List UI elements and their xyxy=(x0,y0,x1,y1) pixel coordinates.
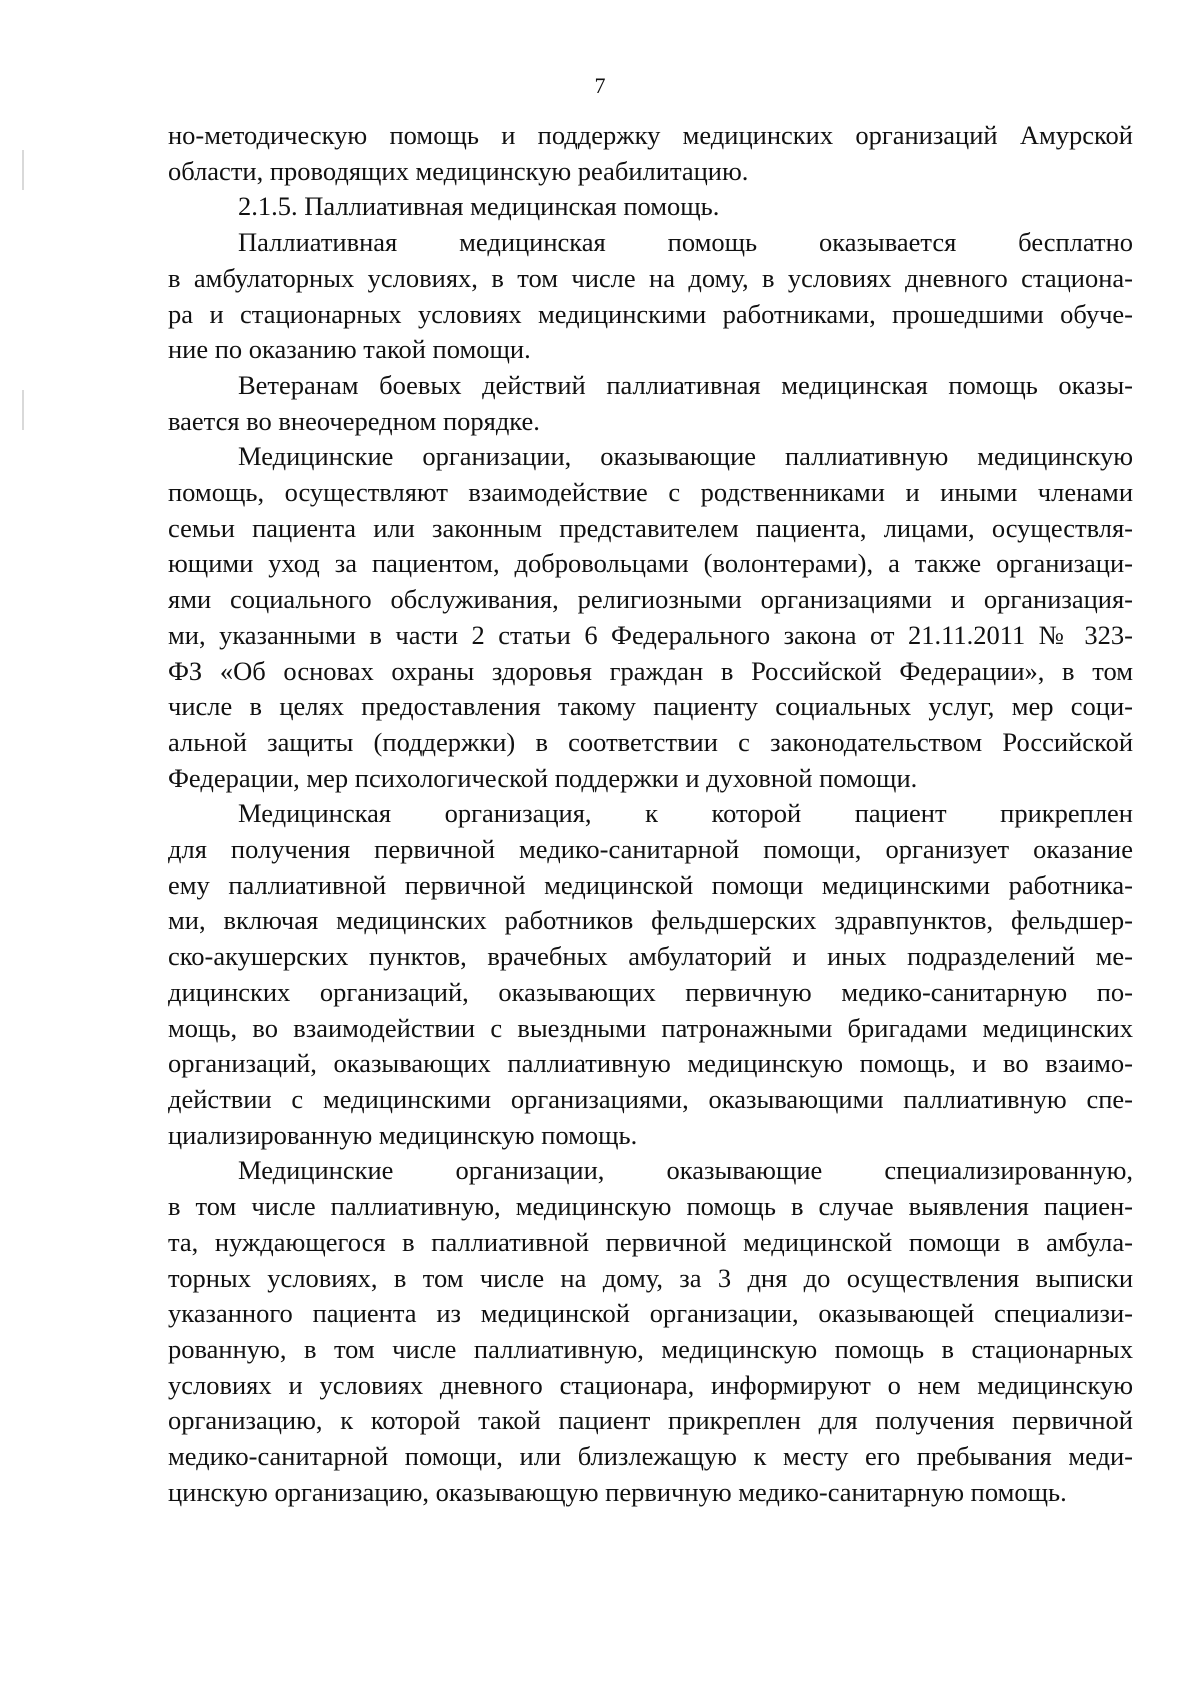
text-line: Ветеранам боевых действий паллиативная медицинская помощь оказы- xyxy=(238,369,1133,400)
text-line: ра и стационарных условиях медицинскими работниками, прошедшими обуче- xyxy=(168,298,1133,329)
text-line: для получения первичной медико-санитарной помощи, организует оказание xyxy=(168,834,1133,865)
text-line: рованную, в том числе паллиативную, медицинскую помощь в стационарных xyxy=(168,1333,1133,1364)
text-line: Паллиативная медицинская помощь оказывается бесплатно xyxy=(238,227,1133,258)
text-line: Медицинские организации, оказывающие специализированную, xyxy=(238,1155,1133,1186)
text-line: но-методическую помощь и поддержку медицинских организаций Амурской xyxy=(168,120,1133,150)
text-line: помощь, осуществляют взаимодействие с родственниками и иными членами xyxy=(168,477,1133,508)
text-line: ми, включая медицинских работников фельдшерских здравпунктов, фельдшер- xyxy=(168,905,1133,936)
text-line: Федерации, мер психологической поддержки и духовной помощи. xyxy=(168,762,918,793)
text-line: организацию, к которой такой пациент прикреплен для получения первичной xyxy=(168,1405,1133,1436)
text-line: Медицинские организации, оказывающие паллиативную медицинскую xyxy=(238,441,1133,472)
paragraph-p2 xyxy=(168,189,1133,225)
document-body xyxy=(168,118,1133,1510)
text-line: Медицинская организация, к которой пациент прикреплен xyxy=(238,798,1133,829)
text-line: вается во внеочередном порядке. xyxy=(168,405,540,436)
text-line: медико-санитарной помощи, или близлежащую к месту его пребывания меди- xyxy=(168,1441,1133,1472)
text-line: циализированную медицинскую помощь. xyxy=(168,1119,638,1150)
text-line: организаций, оказывающих паллиативную медицинскую помощь, и во взаимо- xyxy=(168,1048,1133,1079)
scan-edge-mark xyxy=(22,150,24,190)
text-line: в том числе паллиативную, медицинскую помощь в случае выявления пациен- xyxy=(168,1191,1133,1222)
text-line: ФЗ «Об основах охраны здоровья граждан в Российской Федерации», в том xyxy=(168,655,1133,686)
text-line: числе в целях предоставления такому пациенту социальных услуг, мер соци- xyxy=(168,691,1133,722)
text-line: семьи пациента или законным представителем пациента, лицами, осуществля- xyxy=(168,512,1133,543)
text-line: условиях и условиях дневного стационара, информируют о нем медицинскую xyxy=(168,1369,1133,1400)
page-number: 7 xyxy=(594,73,606,98)
paragraph-p7 xyxy=(168,1153,1133,1510)
paragraph-p1 xyxy=(168,118,1133,189)
paragraph-p3 xyxy=(168,225,1133,368)
scan-edge-mark xyxy=(22,390,24,430)
text-line: 2.1.5. Паллиативная медицинская помощь. xyxy=(238,191,720,222)
text-line: указанного пациента из медицинской организации, оказывающей специализи- xyxy=(168,1298,1133,1329)
text-line: цинскую организацию, оказывающую первичную медико-санитарную помощь. xyxy=(168,1476,1067,1507)
paragraph-p5 xyxy=(168,439,1133,796)
text-line: действии с медицинскими организациями, оказывающими паллиативную спе- xyxy=(168,1083,1133,1114)
text-line: ми, указанными в части 2 статьи 6 Федерального закона от 21.11.2011 № 323- xyxy=(168,619,1133,650)
text-line: дицинских организаций, оказывающих первичную медико-санитарную по- xyxy=(168,976,1133,1007)
text-line: в амбулаторных условиях, в том числе на дому, в условиях дневного стациона- xyxy=(168,262,1133,293)
text-line: ему паллиативной первичной медицинской помощи медицинскими работника- xyxy=(168,869,1133,900)
text-line: мощь, во взаимодействии с выездными патронажными бригадами медицинских xyxy=(168,1012,1133,1043)
text-line: области, проводящих медицинскую реабилитацию. xyxy=(168,155,749,186)
text-line: та, нуждающегося в паллиативной первичной медицинской помощи в амбула- xyxy=(168,1226,1133,1257)
paragraph-p4 xyxy=(168,368,1133,439)
text-line: альной защиты (поддержки) в соответствии с законодательством Российской xyxy=(168,726,1133,757)
paragraph-p6 xyxy=(168,796,1133,1153)
text-line: ями социального обслуживания, религиозными организациями и организация- xyxy=(168,584,1133,615)
text-line: ние по оказанию такой помощи. xyxy=(168,334,531,365)
text-line: торных условиях, в том числе на дому, за 3 дня до осуществления выписки xyxy=(168,1262,1133,1293)
text-line: ско-акушерских пунктов, врачебных амбулаторий и иных подразделений ме- xyxy=(168,941,1133,972)
text-line: ющими уход за пациентом, добровольцами (волонтерами), а также организаци- xyxy=(168,548,1133,579)
